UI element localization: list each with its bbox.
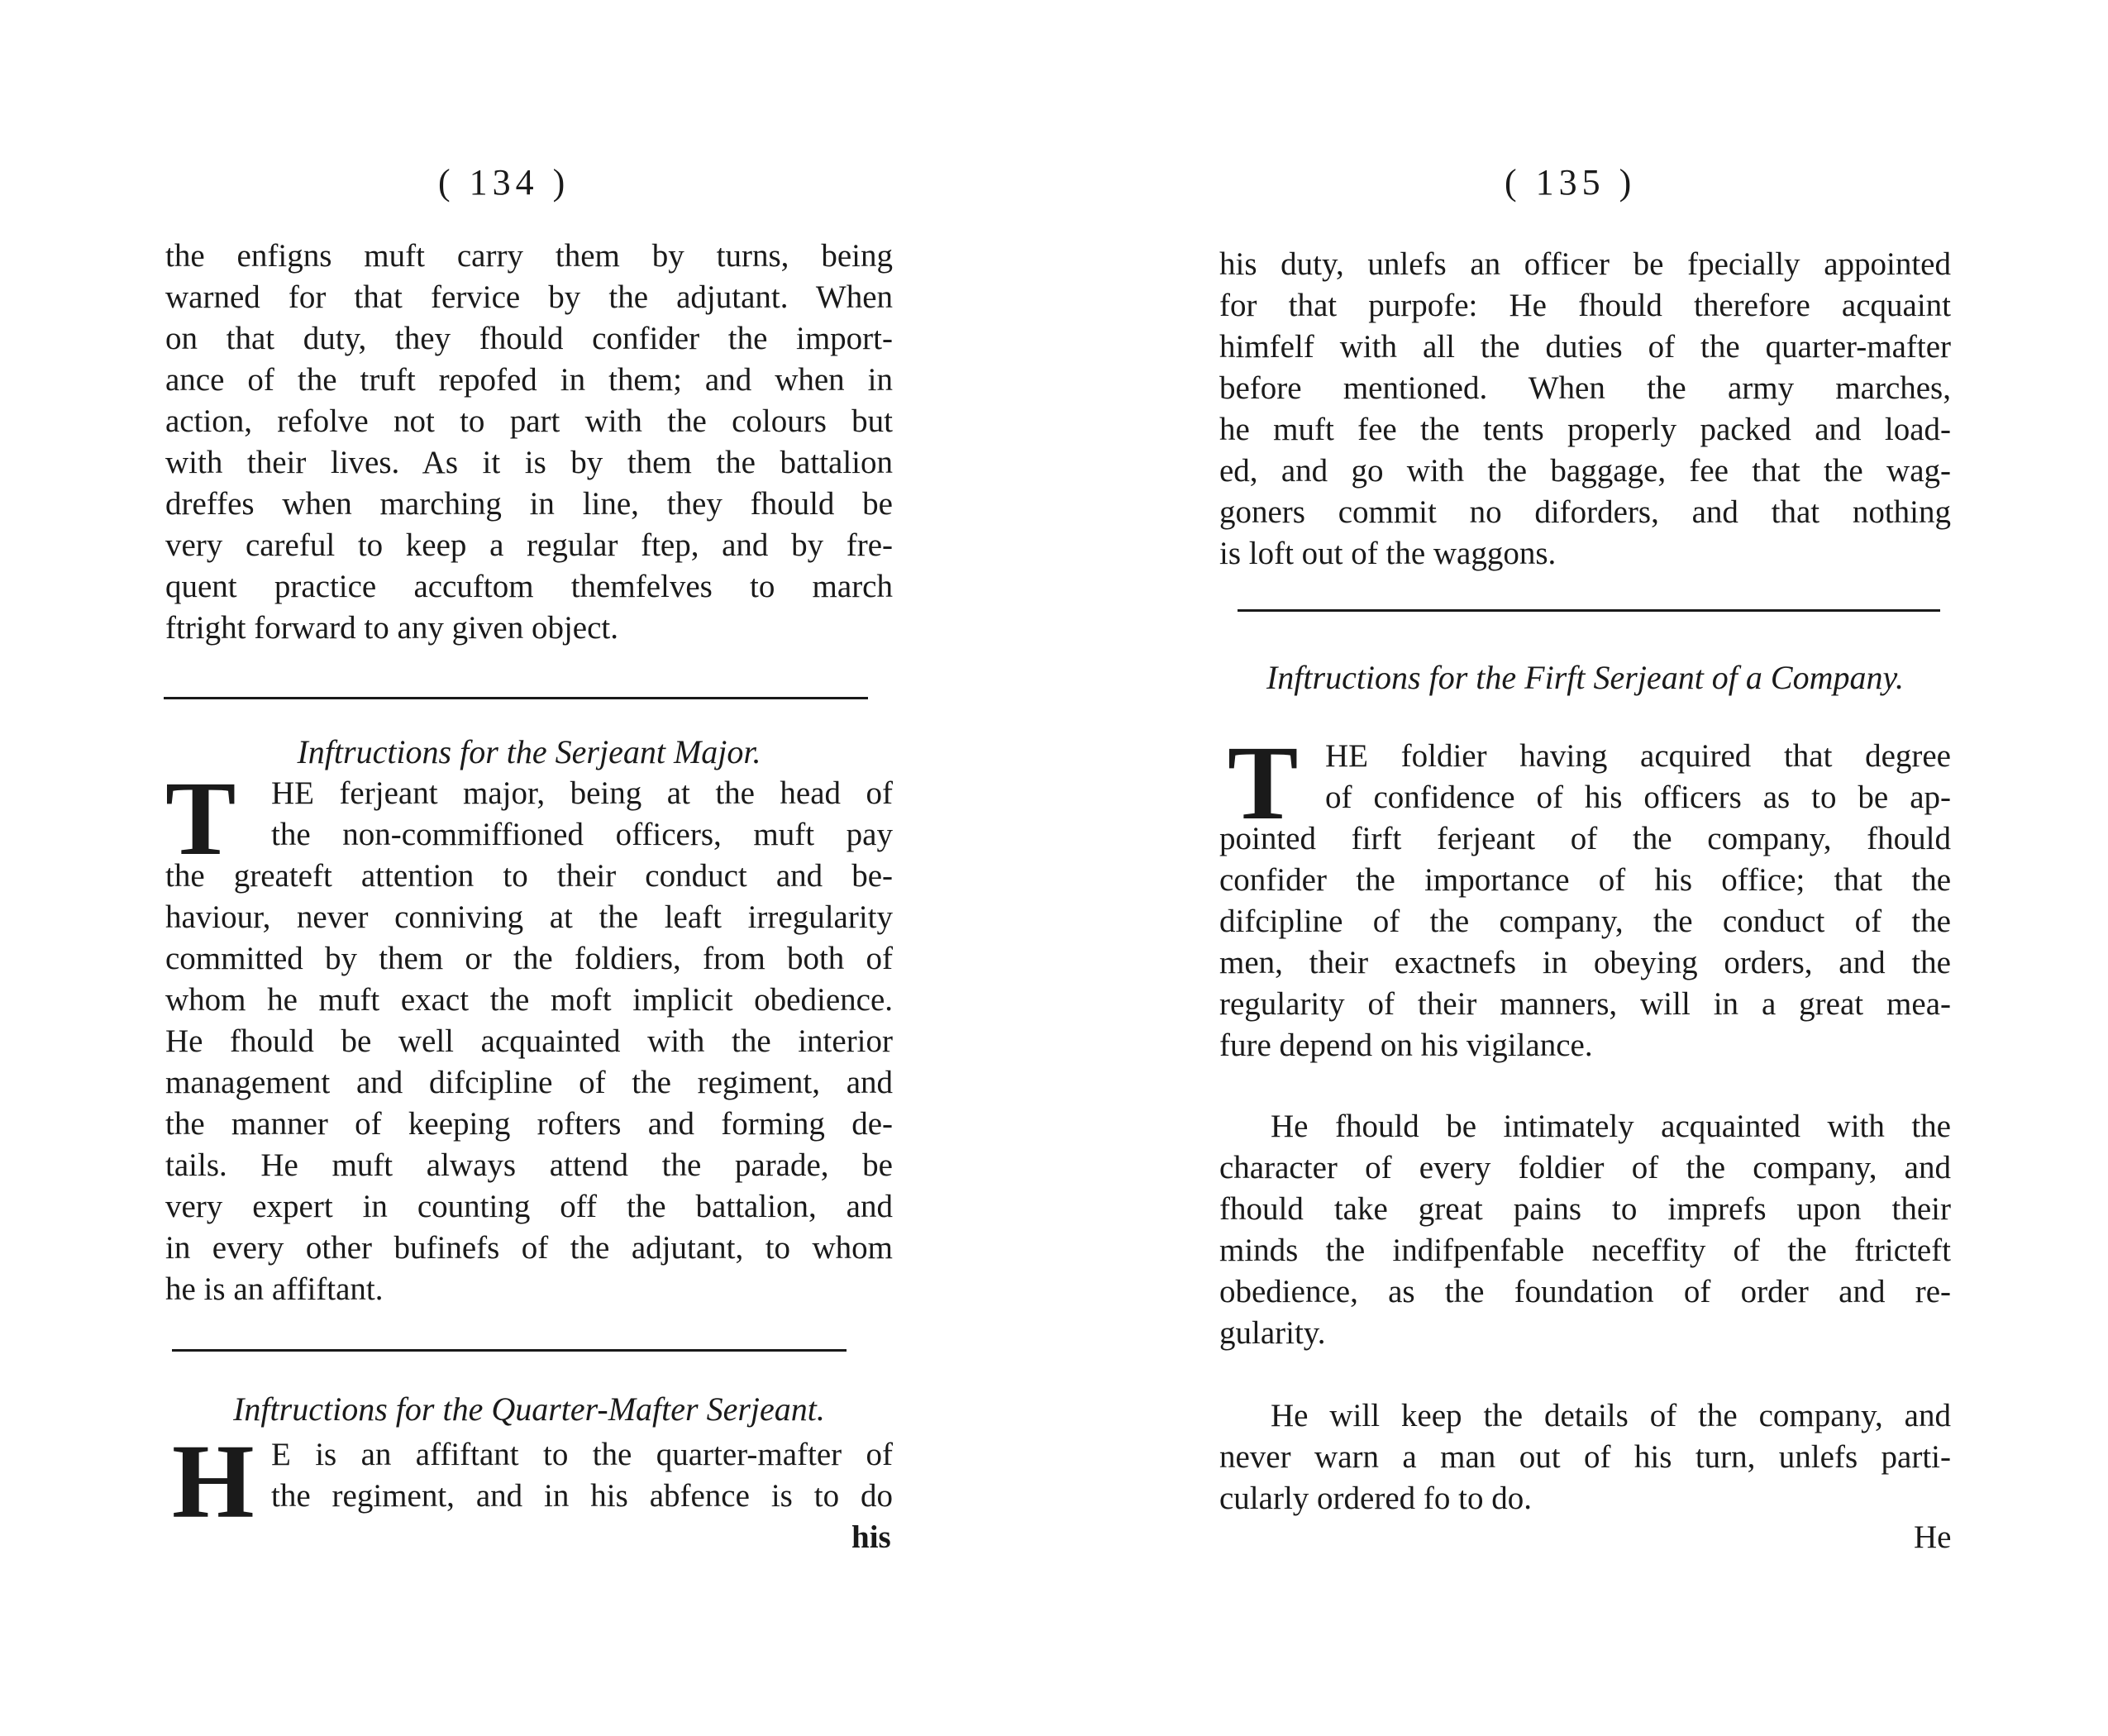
section-divider: [172, 1349, 847, 1352]
paragraph: [165, 236, 893, 649]
paragraph: [165, 760, 893, 1310]
section-heading: Inftructions for the Quarter-Mafter Serjeant.: [233, 1390, 825, 1428]
page-number: ( 135 ): [1505, 162, 1637, 203]
section-heading: Inftructions for the Serjeant Major.: [297, 733, 761, 770]
text-line: confider the importance of his office; that the: [1219, 862, 1951, 898]
text-line: of confidence of his officers as to be ap-: [1325, 780, 1951, 815]
text-line: He fhould be intimately acquainted with the: [1271, 1109, 1951, 1144]
text-line: haviour, never conniving at the leaft irregularity: [165, 899, 893, 935]
text-line: fure depend on his vigilance.: [1219, 1028, 1593, 1063]
text-line: ftright forward to any given object.: [165, 610, 618, 646]
text-line: ance of the truft repofed in them; and when in: [165, 362, 893, 398]
text-line: with their lives. As it is by them the battalion: [165, 445, 893, 480]
text-line: for that purpofe: He fhould therefore acquaint: [1219, 288, 1951, 323]
text-line: fhould take great pains to imprefs upon their: [1219, 1191, 1951, 1227]
text-line: very expert in counting off the battalion, and: [165, 1189, 893, 1224]
text-line: the non-commiffioned officers, muft pay: [271, 817, 893, 852]
text-line: whom he muft exact the moft implicit obedience.: [165, 982, 893, 1018]
text-line: his duty, unlefs an officer be fpecially appointed: [1219, 246, 1951, 282]
text-line: committed by them or the foldiers, from both of: [165, 941, 893, 976]
text-line: very careful to keep a regular ftep, and by fre-: [165, 527, 893, 563]
text-line: is loft out of the waggons.: [1219, 536, 1557, 571]
text-line: he is an affiftant.: [165, 1271, 384, 1307]
text-line: HE ferjeant major, being at the head of: [271, 775, 893, 811]
text-line: character of every foldier of the company, and: [1219, 1150, 1951, 1185]
paragraph: [1219, 724, 1951, 1066]
section-divider: [1238, 609, 1940, 612]
text-line: management and difcipline of the regiment, and: [165, 1065, 893, 1100]
text-line: dreffes when marching in line, they fhould be: [165, 486, 893, 522]
text-line: the manner of keeping rofters and forming de-: [165, 1106, 893, 1142]
text-line: never warn a man out of his turn, unlefs parti-: [1219, 1439, 1951, 1475]
text-line: warned for that fervice by the adjutant. When: [165, 279, 893, 315]
page-number: ( 134 ): [438, 162, 570, 203]
text-line: HE foldier having acquired that degree: [1325, 738, 1951, 774]
text-line: on that duty, they fhould confider the import-: [165, 321, 893, 356]
paragraph: [1219, 1395, 1951, 1519]
text-line: He fhould be well acquainted with the interior: [165, 1023, 893, 1059]
right-page: [1054, 0, 2108, 1736]
text-line: obedience, as the foundation of order and re-: [1219, 1274, 1951, 1309]
paragraph: [165, 1434, 893, 1517]
section-divider: [164, 697, 868, 699]
text-line: himfelf with all the duties of the quarter-mafter: [1219, 329, 1951, 365]
text-line: men, their exactnefs in obeying orders, and the: [1219, 945, 1951, 980]
text-line: ed, and go with the baggage, fee that the wag-: [1219, 453, 1951, 489]
paragraph: [1219, 244, 1951, 575]
text-line: before mentioned. When the army marches,: [1219, 370, 1951, 406]
text-line: the enfigns muft carry them by turns, being: [165, 238, 893, 274]
text-line: quent practice accuftom themfelves to march: [165, 569, 893, 604]
text-line: goners commit no diforders, and that nothing: [1219, 494, 1951, 530]
text-line: minds the indifpenfable neceffity of the ftricteft: [1219, 1233, 1951, 1268]
text-line: cularly ordered fo to do.: [1219, 1481, 1532, 1516]
text-line: gularity.: [1219, 1315, 1326, 1351]
text-line: E is an affiftant to the quarter-mafter of: [271, 1437, 893, 1472]
catchword: his: [851, 1519, 891, 1555]
text-line: the greateft attention to their conduct and be-: [165, 858, 893, 894]
text-line: pointed firft ferjeant of the company, fhould: [1219, 821, 1951, 856]
drop-cap: H: [172, 1423, 255, 1540]
paragraph: [1219, 1106, 1951, 1354]
text-line: he muft fee the tents properly packed and load-: [1219, 412, 1951, 447]
text-line: tails. He muft always attend the parade, be: [165, 1147, 893, 1183]
text-line: in every other bufinefs of the adjutant, to whom: [165, 1230, 893, 1266]
text-line: action, refolve not to part with the colours but: [165, 403, 893, 439]
text-line: difcipline of the company, the conduct of the: [1219, 904, 1951, 939]
text-line: the regiment, and in his abfence is to do: [271, 1478, 893, 1514]
drop-cap: T: [165, 760, 236, 877]
section-heading: Inftructions for the Firft Serjeant of a Company.: [1266, 659, 1905, 696]
text-line: regularity of their manners, will in a great mea-: [1219, 986, 1951, 1022]
drop-cap: T: [1228, 724, 1299, 842]
catchword: He: [1914, 1519, 1952, 1555]
text-line: He will keep the details of the company, and: [1271, 1398, 1951, 1433]
